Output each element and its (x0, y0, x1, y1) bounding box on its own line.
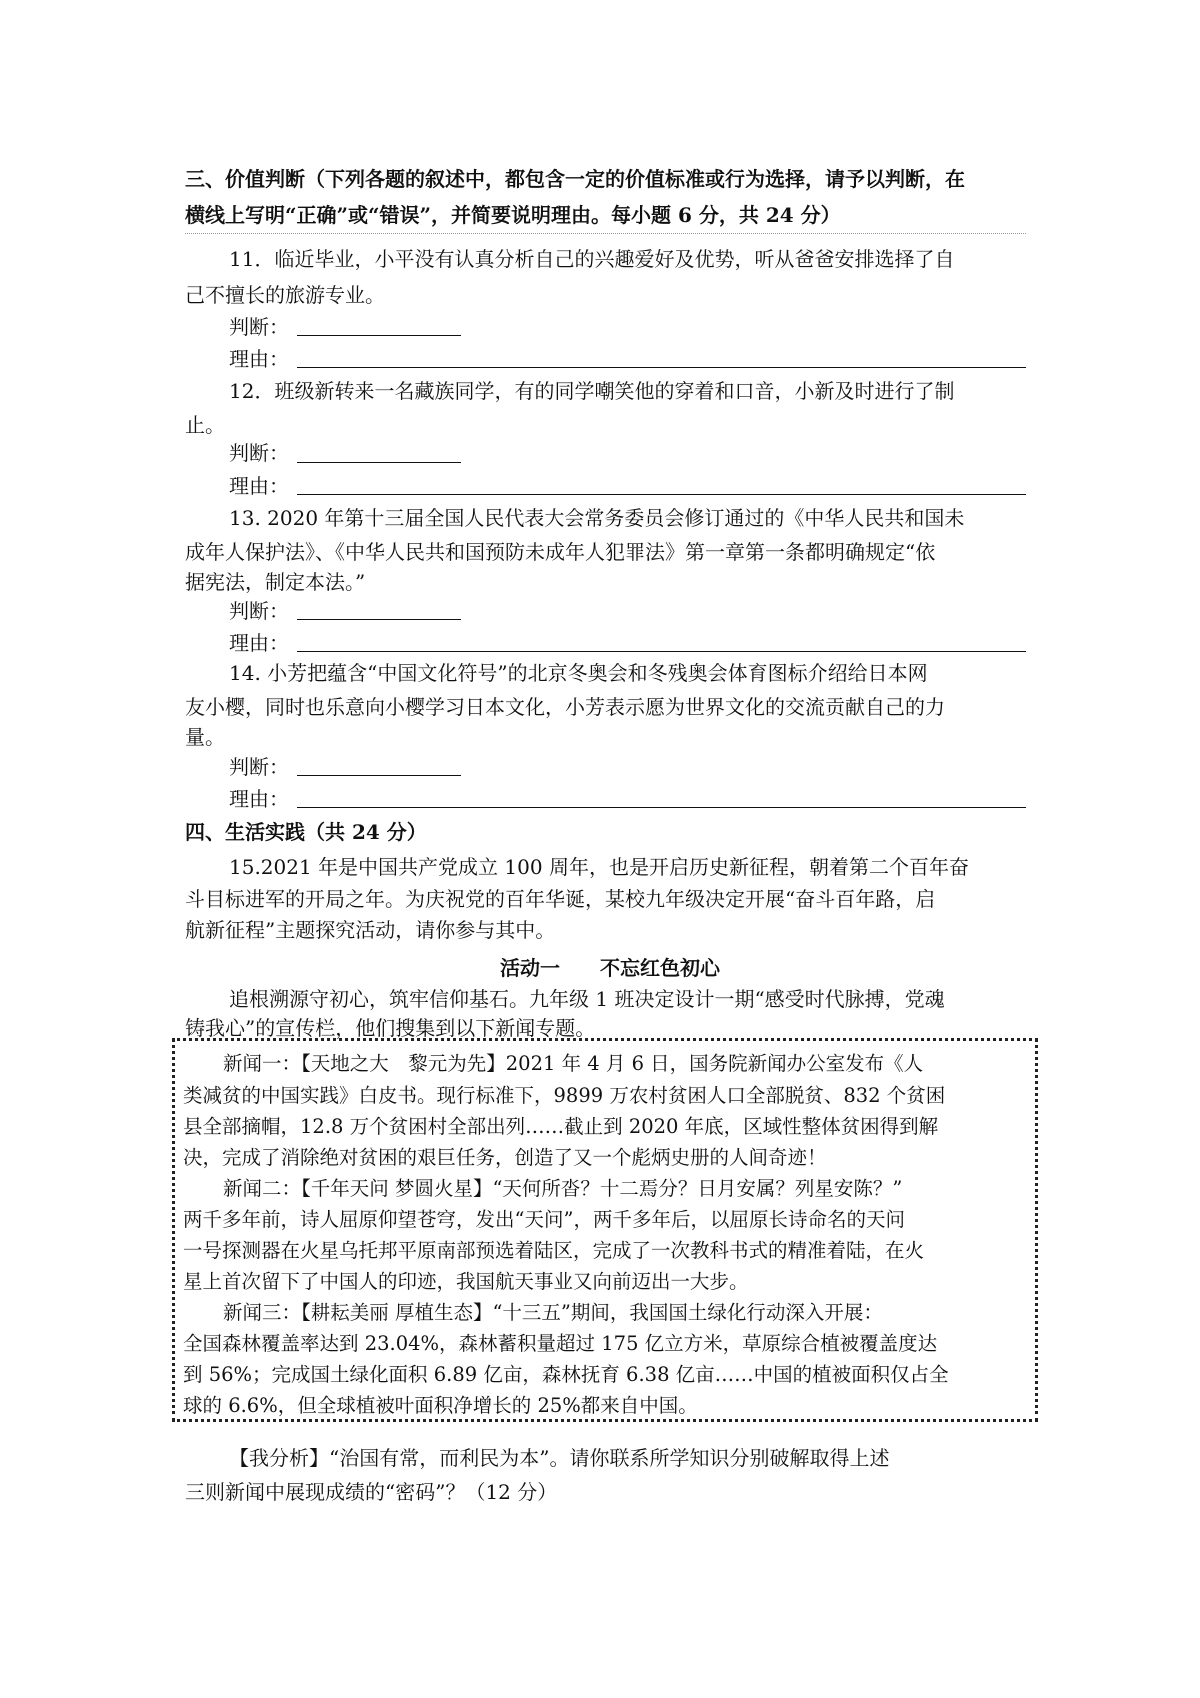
news-line: 球的 6.6%，但全球植被叶面积净增长的 25%都来自中国。 (183, 1394, 698, 1417)
section4-heading: 四、生活实践（共 24 分） (185, 820, 427, 844)
judge-answer-blank[interactable] (297, 462, 461, 463)
question-13: 13. 2020 年第十三届全国人民代表大会常务委员会修订通过的《中华人民共和国未 (229, 506, 965, 530)
news-line: 新闻三：【耕耘美丽 厚植生态】“十三五”期间，我国国土绿化行动深入开展： (223, 1301, 883, 1324)
news-line: 到 56%；完成国土绿化面积 6.89 亿亩，森林抚育 6.38 亿亩……中国的植被面积仅占全 (183, 1363, 949, 1386)
reason-answer-blank[interactable] (297, 807, 1026, 808)
judge-label: 判断： (229, 315, 289, 339)
judge-label: 判断： (229, 755, 289, 779)
judge-label: 判断： (229, 599, 289, 623)
news-line: 决，完成了消除绝对贫困的艰巨任务，创造了又一个彪炳史册的人间奇迹！ (183, 1146, 827, 1169)
judge-answer-blank[interactable] (297, 619, 461, 620)
news-line: 星上首次留下了中国人的印迹，我国航天事业又向前迈出一大步。 (183, 1270, 749, 1293)
question-13-cont: 据宪法，制定本法。” (185, 570, 366, 594)
news-line: 全国森林覆盖率达到 23.04%，森林蓄积量超过 175 亿立方米，草原综合植被覆盖度达 (183, 1332, 938, 1355)
news-line: 一号探测器在火星乌托邦平原南部预选着陆区，完成了一次教科书式的精准着陆，在火 (183, 1239, 925, 1262)
reason-label: 理由： (229, 631, 289, 655)
judge-label: 判断： (229, 441, 289, 465)
question-14-cont: 友小樱，同时也乐意向小樱学习日本文化，小芳表示愿为世界文化的交流贡献自己的力 (185, 695, 945, 719)
analysis-prompt-cont: 三则新闻中展现成绩的“密码”？（12 分） (185, 1480, 558, 1504)
question-15-cont: 航新征程”主题探究活动，请你参与其中。 (185, 918, 556, 942)
reason-answer-blank[interactable] (297, 494, 1026, 495)
activity-intro: 追根溯源守初心，筑牢信仰基石。九年级 1 班决定设计一期“感受时代脉搏，党魂 (229, 987, 945, 1011)
news-line: 两千多年前，诗人屈原仰望苍穹，发出“天问”，两千多年后，以屈原长诗命名的天问 (183, 1208, 905, 1231)
reason-label: 理由： (229, 347, 289, 371)
reason-answer-blank[interactable] (297, 367, 1026, 368)
news-line: 新闻二：【千年天问 梦圆火星】“天何所沓？十二焉分？日月安属？列星安陈？” (223, 1177, 903, 1200)
reason-label: 理由： (229, 787, 289, 811)
question-13-cont: 成年人保护法》、《中华人民共和国预防未成年人犯罪法》第一章第一条都明确规定“依 (185, 540, 936, 564)
question-14: 14. 小芳把蕴含“中国文化符号”的北京冬奥会和冬残奥会体育图标介绍给日本网 (229, 661, 928, 685)
question-15: 15.2021 年是中国共产党成立 100 周年，也是开启历史新征程，朝着第二个百年奋 (229, 855, 969, 879)
activity-title: 活动一 不忘红色初心 (500, 956, 720, 980)
judge-answer-blank[interactable] (297, 335, 461, 336)
question-11: 11．临近毕业，小平没有认真分析自己的兴趣爱好及优势，听从爸爸安排选择了自 (229, 247, 955, 271)
activity-intro-cont: 铸我心”的宣传栏，他们搜集到以下新闻专题。 (185, 1016, 596, 1040)
judge-answer-blank[interactable] (297, 775, 461, 776)
news-line: 类减贫的中国实践》白皮书。现行标准下，9899 万农村贫困人口全部脱贫、832 个贫困 (183, 1084, 946, 1107)
question-12-cont: 止。 (185, 413, 225, 437)
reason-answer-blank[interactable] (297, 651, 1026, 652)
section3-heading: 三、价值判断（下列各题的叙述中，都包含一定的价值标准或行为选择，请予以判断，在 (185, 167, 965, 191)
analysis-prompt: 【我分析】“治国有常，而利民为本”。请你联系所学知识分别破解取得上述 (229, 1446, 890, 1470)
news-line: 新闻一：【天地之大 黎元为先】2021 年 4 月 6 日，国务院新闻办公室发布《人 (223, 1052, 924, 1075)
question-11-cont: 己不擅长的旅游专业。 (185, 283, 385, 307)
question-14-cont: 量。 (185, 725, 225, 749)
question-12: 12．班级新转来一名藏族同学，有的同学嘲笑他的穿着和口音，小新及时进行了制 (229, 379, 955, 403)
reason-label: 理由： (229, 474, 289, 498)
question-15-cont: 斗目标进军的开局之年。为庆祝党的百年华诞，某校九年级决定开展“奋斗百年路，启 (185, 887, 936, 911)
news-line: 县全部摘帽，12.8 万个贫困村全部出列……截止到 2020 年底，区域性整体贫困得到解 (183, 1115, 939, 1138)
section3-heading-cont: 横线上写明“正确”或“错误”，并简要说明理由。每小题 6 分，共 24 分） (185, 203, 841, 227)
dotted-divider (185, 233, 1026, 234)
